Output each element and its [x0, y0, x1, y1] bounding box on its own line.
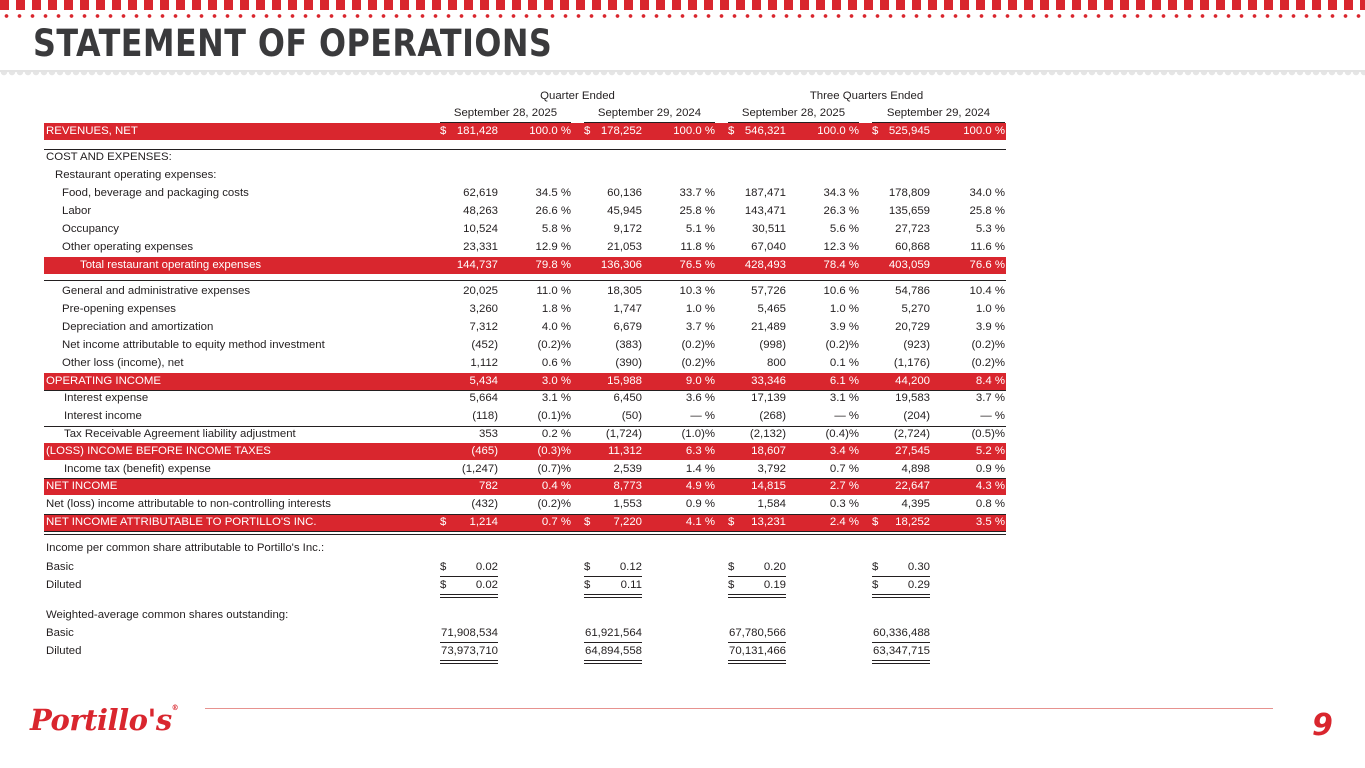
highlighted-row [44, 123, 1006, 140]
table-row [44, 337, 1006, 354]
table-row [44, 426, 1006, 443]
percent-cell: 4.0 % [541, 321, 571, 333]
percent-cell: 3.9 % [829, 321, 859, 333]
value-cell: 3,260 [469, 303, 498, 315]
table-row [44, 203, 1006, 220]
value-cell: 546,321 [744, 125, 786, 137]
value-cell: 20,729 [895, 321, 930, 333]
percent-cell: (0.5)% [971, 428, 1005, 440]
value-cell: 48,263 [463, 205, 498, 217]
percent-cell: (0.2)% [971, 357, 1005, 369]
percent-cell: 0.8 % [975, 498, 1005, 510]
row-label: Income per common share attributable to Portillo's Inc.: [46, 542, 325, 554]
value-cell: 44,200 [895, 375, 930, 387]
value-cell: 5,664 [469, 392, 498, 404]
rule [872, 576, 930, 577]
dollar-sign: $ [728, 516, 735, 528]
percent-cell: 12.3 % [823, 241, 859, 253]
dollar-sign: $ [584, 516, 591, 528]
row-label: Diluted [46, 579, 82, 591]
table-row [44, 185, 1006, 202]
header-column: September 29, 2024 [872, 107, 1005, 123]
value-cell: 7,220 [613, 516, 642, 528]
value-cell: 23,331 [463, 241, 498, 253]
value-cell: (1,176) [893, 357, 930, 369]
row-label: General and administrative expenses [62, 285, 251, 297]
value-cell: 782 [478, 480, 498, 492]
rule [584, 576, 642, 577]
row-label: Occupancy [62, 223, 119, 235]
percent-cell: 100.0 % [817, 125, 859, 137]
percent-cell: — % [980, 410, 1005, 422]
value-cell: 8,773 [613, 480, 642, 492]
percent-cell: 11.8 % [680, 241, 715, 253]
percent-cell: 3.0 % [541, 375, 571, 387]
percent-cell: 4.9 % [685, 480, 715, 492]
percent-cell: 3.7 % [975, 392, 1005, 404]
value-cell: 1,584 [757, 498, 786, 510]
value-cell: 71,908,534 [440, 627, 498, 639]
percent-cell: 0.9 % [685, 498, 715, 510]
value-cell: 1,553 [613, 498, 642, 510]
row-label: Other operating expenses [62, 241, 194, 253]
value-cell: 22,647 [895, 480, 930, 492]
table-row [44, 390, 1006, 407]
percent-cell: 4.1 % [685, 516, 715, 528]
percent-cell: 5.3 % [975, 223, 1005, 235]
value-cell: 353 [478, 428, 498, 440]
percent-cell: 76.5 % [679, 259, 715, 271]
value-cell: 178,809 [888, 187, 930, 199]
percent-cell: 3.9 % [975, 321, 1005, 333]
value-cell: 64,894,558 [584, 645, 642, 657]
percent-cell: (0.3)% [537, 445, 571, 457]
value-cell: (383) [615, 339, 642, 351]
value-cell: 19,583 [895, 392, 930, 404]
percent-cell: 11.0 % [536, 285, 571, 297]
value-cell: (118) [472, 410, 498, 422]
percent-cell: 9.0 % [685, 375, 715, 387]
table-row [44, 167, 1006, 184]
value-cell: (1,247) [461, 463, 498, 475]
page-title: STATEMENT OF OPERATIONS [33, 22, 553, 65]
value-cell: 6,679 [613, 321, 642, 333]
rule [584, 642, 642, 643]
row-label: Labor [62, 205, 92, 217]
percent-cell: 0.6 % [541, 357, 571, 369]
percent-cell: 2.4 % [829, 516, 859, 528]
page-number: 9 [1312, 708, 1333, 743]
percent-cell: (0.2)% [681, 339, 715, 351]
table-row [44, 149, 1006, 166]
percent-cell: 26.3 % [823, 205, 859, 217]
percent-cell: 1.0 % [685, 303, 715, 315]
value-cell: 70,131,466 [728, 645, 786, 657]
percent-cell: 0.4 % [541, 480, 571, 492]
table-row [44, 355, 1006, 372]
percent-cell: 10.3 % [679, 285, 715, 297]
value-cell: 136,306 [600, 259, 642, 271]
value-cell: 62,619 [463, 187, 498, 199]
double-rule [872, 594, 930, 598]
rule [44, 149, 1006, 150]
value-cell: 9,172 [613, 223, 642, 235]
value-cell: 4,898 [901, 463, 930, 475]
value-cell: 143,471 [744, 205, 786, 217]
value-cell: 67,780,566 [728, 627, 786, 639]
row-label: COST AND EXPENSES: [46, 151, 172, 163]
value-cell: 67,040 [751, 241, 786, 253]
value-cell: 181,428 [456, 125, 498, 137]
value-cell: 800 [766, 357, 786, 369]
value-cell: 45,945 [607, 205, 642, 217]
percent-cell: (0.4)% [825, 428, 859, 440]
double-rule [44, 531, 1006, 535]
value-cell: 20,025 [463, 285, 498, 297]
percent-cell: 6.1 % [829, 375, 859, 387]
percent-cell: 8.4 % [975, 375, 1005, 387]
table-row [44, 283, 1006, 300]
percent-cell: 3.5 % [975, 516, 1005, 528]
percent-cell: 34.3 % [823, 187, 859, 199]
value-cell: 5,270 [901, 303, 930, 315]
value-cell: (50) [621, 410, 642, 422]
table-row [44, 540, 1006, 557]
percent-cell: 0.1 % [829, 357, 859, 369]
percent-cell: 100.0 % [673, 125, 715, 137]
table-row [44, 301, 1006, 318]
highlighted-row [44, 514, 1006, 531]
value-cell: 1,747 [613, 303, 642, 315]
rule [728, 576, 786, 577]
percent-cell: 3.7 % [685, 321, 715, 333]
header-group-quarter: Quarter Ended [540, 90, 615, 102]
percent-cell: (0.2)% [537, 339, 571, 351]
percent-cell: 26.6 % [535, 205, 571, 217]
value-cell: 135,659 [888, 205, 930, 217]
row-label: Net income attributable to equity method investment [62, 339, 325, 351]
value-cell: 21,489 [751, 321, 786, 333]
percent-cell: (0.2)% [681, 357, 715, 369]
rule [728, 642, 786, 643]
percent-cell: (0.2)% [971, 339, 1005, 351]
row-label: Income tax (benefit) expense [64, 463, 211, 475]
top-dashed-border [0, 0, 1365, 10]
percent-cell: 0.3 % [829, 498, 859, 510]
value-cell: 15,988 [607, 375, 642, 387]
table-row [44, 559, 1006, 576]
percent-cell: 4.3 % [975, 480, 1005, 492]
value-cell: (465) [471, 445, 498, 457]
value-cell: 60,336,488 [872, 627, 930, 639]
dollar-sign: $ [872, 579, 879, 591]
value-cell: 11,312 [608, 445, 642, 457]
value-cell: (923) [903, 339, 930, 351]
highlighted-row [44, 443, 1006, 460]
double-rule [440, 594, 498, 598]
value-cell: (204) [903, 410, 930, 422]
row-label: Weighted-average common shares outstanding: [46, 609, 289, 621]
value-cell: 13,231 [751, 516, 786, 528]
double-rule [584, 660, 642, 664]
value-cell: 17,139 [751, 392, 786, 404]
dollar-sign: $ [872, 561, 879, 573]
percent-cell: 10.6 % [823, 285, 859, 297]
value-cell: 10,524 [463, 223, 498, 235]
value-cell: 18,305 [607, 285, 642, 297]
percent-cell: 3.1 % [829, 392, 859, 404]
row-label: Basic [46, 561, 74, 573]
table-row [44, 221, 1006, 238]
dollar-sign: $ [584, 579, 591, 591]
value-cell: 61,921,564 [584, 627, 642, 639]
value-cell: 57,726 [751, 285, 786, 297]
percent-cell: (0.1)% [537, 410, 571, 422]
percent-cell: 0.7 % [829, 463, 859, 475]
percent-cell: 76.6 % [969, 259, 1005, 271]
row-label: NET INCOME [46, 480, 118, 492]
percent-cell: 0.2 % [541, 428, 571, 440]
row-label: Pre-opening expenses [62, 303, 176, 315]
value-cell: 0.02 [475, 579, 498, 591]
percent-cell: 3.4 % [829, 445, 859, 457]
header-column: September 29, 2024 [584, 107, 715, 123]
value-cell: 4,395 [901, 498, 930, 510]
value-cell: 18,252 [895, 516, 930, 528]
value-cell: 3,792 [757, 463, 786, 475]
value-cell: 27,545 [895, 445, 930, 457]
dollar-sign: $ [872, 125, 879, 137]
percent-cell: 1.4 % [685, 463, 715, 475]
portillos-logo: Portillo's® [30, 703, 179, 737]
row-label: Depreciation and amortization [62, 321, 214, 333]
percent-cell: (1.0)% [681, 428, 715, 440]
percent-cell: 25.8 % [969, 205, 1005, 217]
value-cell: (998) [759, 339, 786, 351]
double-rule [872, 660, 930, 664]
value-cell: 30,511 [752, 223, 786, 235]
value-cell: 428,493 [744, 259, 786, 271]
percent-cell: 1.8 % [541, 303, 571, 315]
table-row [44, 239, 1006, 256]
value-cell: 14,815 [751, 480, 786, 492]
value-cell: 525,945 [888, 125, 930, 137]
top-dotted-border [0, 13, 1365, 19]
highlighted-row [44, 257, 1006, 274]
percent-cell: 6.3 % [685, 445, 715, 457]
percent-cell: 100.0 % [529, 125, 571, 137]
value-cell: 0.29 [907, 579, 930, 591]
percent-cell: — % [690, 410, 715, 422]
value-cell: 7,312 [469, 321, 498, 333]
value-cell: (2,132) [749, 428, 786, 440]
row-label: Restaurant operating expenses: [55, 169, 217, 181]
dollar-sign: $ [728, 561, 735, 573]
rule [44, 478, 1006, 479]
percent-cell: 5.8 % [541, 223, 571, 235]
value-cell: 60,136 [607, 187, 642, 199]
row-label: Food, beverage and packaging costs [62, 187, 249, 199]
value-cell: 403,059 [888, 259, 930, 271]
rule [44, 426, 1006, 427]
value-cell: 18,607 [751, 445, 786, 457]
dollar-sign: $ [728, 579, 735, 591]
percent-cell: 0.9 % [975, 463, 1005, 475]
dollar-sign: $ [872, 516, 879, 528]
value-cell: 178,252 [600, 125, 642, 137]
percent-cell: 34.0 % [969, 187, 1005, 199]
highlighted-row [44, 373, 1006, 390]
value-cell: 73,973,710 [440, 645, 498, 657]
row-label: Interest income [64, 410, 142, 422]
value-cell: (432) [471, 498, 498, 510]
percent-cell: 5.2 % [975, 445, 1005, 457]
percent-cell: 78.4 % [823, 259, 859, 271]
double-rule [728, 660, 786, 664]
row-label: REVENUES, NET [46, 125, 138, 137]
rule [440, 576, 498, 577]
value-cell: 0.20 [763, 561, 786, 573]
value-cell: 0.11 [620, 579, 642, 591]
percent-cell: 5.1 % [685, 223, 715, 235]
row-label: (LOSS) INCOME BEFORE INCOME TAXES [46, 445, 271, 457]
value-cell: (2,724) [893, 428, 930, 440]
row-label: Basic [46, 627, 74, 639]
table-row [44, 461, 1006, 478]
row-label: Interest expense [64, 392, 149, 404]
row-label: Total restaurant operating expenses [80, 259, 262, 271]
value-cell: 187,471 [744, 187, 786, 199]
highlighted-row [44, 478, 1006, 495]
value-cell: 33,346 [751, 375, 786, 387]
percent-cell: 1.0 % [829, 303, 859, 315]
title-divider [0, 70, 1365, 86]
row-label: Net (loss) income attributable to non-controlling interests [46, 498, 331, 510]
value-cell: 144,737 [456, 259, 498, 271]
dollar-sign: $ [584, 125, 591, 137]
rule [44, 280, 1006, 281]
header-column: September 28, 2025 [440, 107, 571, 123]
table-row [44, 625, 1006, 642]
header-column: September 28, 2025 [728, 107, 859, 123]
value-cell: 60,868 [895, 241, 930, 253]
dollar-sign: $ [584, 561, 591, 573]
value-cell: 1,112 [470, 357, 498, 369]
percent-cell: (0.2)% [537, 498, 571, 510]
dollar-sign: $ [440, 516, 447, 528]
value-cell: 1,214 [469, 516, 498, 528]
double-rule [584, 594, 642, 598]
row-label: Diluted [46, 645, 82, 657]
value-cell: 21,053 [607, 241, 642, 253]
percent-cell: 100.0 % [963, 125, 1005, 137]
percent-cell: 3.1 % [541, 392, 571, 404]
dollar-sign: $ [440, 579, 447, 591]
table-row [44, 607, 1006, 624]
footer-divider [205, 708, 1273, 709]
value-cell: 5,434 [469, 375, 498, 387]
row-label: OPERATING INCOME [46, 375, 161, 387]
row-label: Tax Receivable Agreement liability adjustment [64, 428, 296, 440]
row-label: NET INCOME ATTRIBUTABLE TO PORTILLO'S INC. [46, 516, 317, 528]
percent-cell: 10.4 % [969, 285, 1005, 297]
percent-cell: 25.8 % [679, 205, 715, 217]
table-row [44, 319, 1006, 336]
table-row [44, 496, 1006, 513]
percent-cell: 1.0 % [975, 303, 1005, 315]
value-cell: 0.30 [907, 561, 930, 573]
table-row [44, 408, 1006, 425]
percent-cell: 0.7 % [541, 516, 571, 528]
value-cell: 6,450 [613, 392, 642, 404]
dollar-sign: $ [440, 125, 447, 137]
rule [440, 642, 498, 643]
header-group-three-quarters: Three Quarters Ended [809, 90, 924, 102]
value-cell: (452) [471, 339, 498, 351]
value-cell: 0.19 [763, 579, 786, 591]
value-cell: 2,539 [613, 463, 642, 475]
value-cell: 0.02 [475, 561, 498, 573]
rule [44, 514, 1006, 515]
value-cell: 27,723 [895, 223, 930, 235]
value-cell: (390) [615, 357, 642, 369]
percent-cell: 33.7 % [679, 187, 715, 199]
percent-cell: 11.6 % [970, 241, 1005, 253]
value-cell: 63,347,715 [872, 645, 930, 657]
percent-cell: 2.7 % [829, 480, 859, 492]
percent-cell: 79.8 % [535, 259, 571, 271]
value-cell: 5,465 [757, 303, 786, 315]
table-row [44, 643, 1006, 660]
dollar-sign: $ [728, 125, 735, 137]
double-rule [440, 660, 498, 664]
dollar-sign: $ [440, 561, 447, 573]
value-cell: (1,724) [605, 428, 642, 440]
percent-cell: 12.9 % [535, 241, 571, 253]
value-cell: 0.12 [619, 561, 642, 573]
value-cell: 54,786 [895, 285, 930, 297]
percent-cell: (0.7)% [537, 463, 571, 475]
percent-cell: (0.2)% [825, 339, 859, 351]
rule [44, 390, 1006, 391]
rule [872, 642, 930, 643]
row-label: Other loss (income), net [62, 357, 184, 369]
percent-cell: — % [834, 410, 859, 422]
table-row [44, 577, 1006, 594]
value-cell: (268) [759, 410, 786, 422]
percent-cell: 3.6 % [685, 392, 715, 404]
percent-cell: 34.5 % [535, 187, 571, 199]
double-rule [728, 594, 786, 598]
percent-cell: 5.6 % [829, 223, 859, 235]
